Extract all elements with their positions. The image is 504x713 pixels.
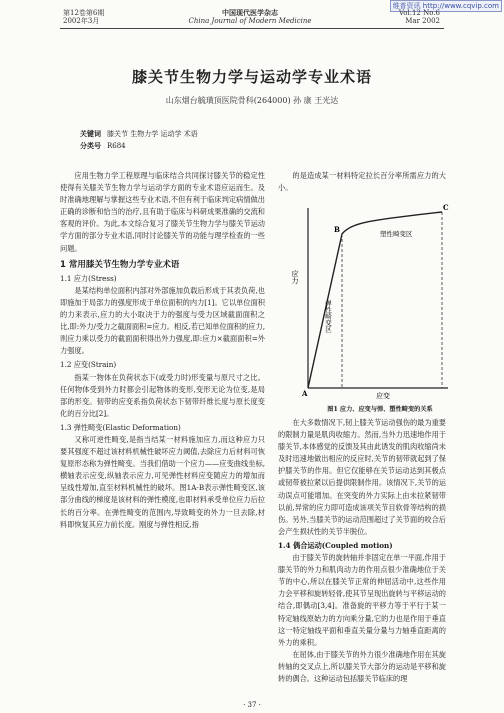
header-right [399, 9, 440, 25]
keyword-block [80, 128, 198, 152]
author-affiliation: 山东烟台毓璜顶医院骨科(264000) 孙 康 王光达 [165, 96, 339, 105]
section-heading-1: 1 常用膝关节生物力学专业术语 [60, 259, 180, 270]
x-axis-label: 应变 [376, 392, 390, 400]
subsection-1-1-title: 1.1 应力(Stress) [60, 273, 117, 283]
left-column [60, 170, 265, 531]
header-left [63, 9, 104, 25]
keywords-label: 关键词 [80, 129, 101, 138]
date-label: 2002年3月 [63, 17, 100, 25]
subsection-1-4-body-1: 由于膝关节的旋转轴并非固定在单一平面,作用于膝关节的外力和肌肉动力的作用点很少准确地位于关节的中心,所以在膝关节正常的伸屈活动中,这些作用力会平移和旋转轻骨,使其节呈现出旋转与平移运动的结合,即偶动[3,4]。准备旋的平移力等于平行于某一特定轴线原始力的方向乘分量,它的力也是作用于垂直这一特定轴线平面和垂直关量分量与力轴垂直距离的外力的乘积。 [278, 553, 446, 647]
figure-caption: 图1 应力、应变与弹、塑性畸变的关系 [327, 406, 433, 413]
date-en-label: Mar 2002 [405, 17, 440, 25]
watermark: 维普资讯 http://www.cqvip.com [390, 0, 502, 12]
subsection-1-2-body: 指某一物体在负荷状态下(或受力时)形变量与原尺寸之比。任何物体受到外力时都会引起物体的变形,变形无论为位变,是局部的形变。韧带的应变系指负荷状态下韧带纤维长度与原长度变化的百分比[2]。 [60, 372, 265, 418]
classification-code: R684 [107, 142, 126, 150]
stress-strain-figure [292, 200, 454, 400]
right-column-top [278, 170, 446, 194]
volume-label: Vol.12 No.6 [398, 9, 440, 17]
classification-label: 分类号 [80, 141, 101, 150]
subsection-1-4-title: 1.4 偶合运动(Coupled motion) [278, 540, 393, 550]
intro-paragraph: 应用生物力学工程原理与临床结合共同探讨膝关节的稳定性使得有关膝关节生物力学与运动学方面的专业术语应运而生。及时准确地理解与掌握这些专业术语,不但有利于临床判定病情做出正确的诊断和恰当的治疗,且有助于临床与科研成果准确的交流和客观的评价。为此,本文综合复习了膝关节生物力学与膝关节运动学方面的部分专业术语,同时讨论膝关节的功能与理学检查的一些问题。 [60, 171, 265, 253]
subsection-1-2-title: 1.2 应变(Strain) [60, 360, 117, 370]
journal-title-cn: 中国现代医学杂志 [222, 8, 278, 17]
subsection-1-3-body: 又称可逆性畸变,是指当结某一材料施加应力,而这种应力只要其强度不超过该材料机械性破坏应力阈值,去除应力后材料可恢复原形态称为弹性畸变。当我们借助一个应力——应变曲线坐标,横轴表示应变,纵轴表示应力,可见弹性材料应变随应力的增加而呈线性增加,直至材料机械性的破坏。图1A-B表示弹性畸变区,该部分曲线的梯度是该材料的弹性模度,也即材料承受单位应力后拉长的百分率。在弹性畸变的范围内,导致畸变的外力一旦去除,材料即恢复其应力前长度。刚度与弹性相反,指 [60, 434, 265, 529]
right-top-paragraph: 的是造成某一材料特定拉长百分率所需应力的大小。 [278, 171, 446, 193]
article-title: 膝关节生物力学与运动学专业术语 [131, 68, 372, 86]
point-a: A [302, 389, 308, 398]
subsection-1-3-title: 1.3 弹性畸变(Elastic Deformation) [60, 422, 181, 432]
right-paragraph-2: 在大多数情况下,韧上膝关节运动强伤的最为重要的限制力量是肌肉收缩力。然而,当外力迅速地作用于膝关节,本体感觉的反馈及其由此诱发的肌肉收缩尚未及时迅速地做出相应的反应时,关节的韧带就起到了保护膝关节的作用。但它仅能够在关节运动达到其极点或韧带被拉紧以后提供限制作用。该情况下,关节的运动误点可能增加。在突变的外力实际上由未拉紧韧带以前,异常的应力即可造成该项关节目软骨等结构的损伤。另外,当膝关节的运动范围超过了关节面的咬合后会产生损状性的关节半脱位。 [278, 418, 446, 536]
plastic-region-label: 塑性畸变区 [380, 230, 413, 238]
elastic-region-label: 弹性畸变区 [324, 300, 332, 333]
header-center [150, 9, 350, 25]
journal-title-en: China Journal of Modern Medicine [188, 17, 312, 25]
page-number: · 37 · [243, 701, 261, 709]
keywords: 膝关节 生物力学 运动学 术语 [107, 130, 198, 138]
y-axis-label: 应力 [291, 270, 299, 284]
subsection-1-1-body: 是某结构单位面积内部对外部施加负载后形成于其表负荷,也即施加于局部力的强度形成于单位面积的内力[1]。它以单位面积的力来表示,应力的大小取决于力的强度与受力区域截面面积之比,即:外力/受力之截面面积=应力。相反,若已知单位面积的应力,则应力乘以受力的截面面积得出外力强度,即:应力×截面面积=外力强度。 [60, 285, 265, 356]
point-c: C [443, 203, 449, 212]
right-column-bottom [278, 417, 446, 685]
subsection-1-4-body-2: 在屈体,由于膝关节的外力很少准确地作用在其旋转轴的交叉点上,所以膝关节大部分的运动是平移和旋转的偶合。这种运动包括膝关节临床的理 [278, 649, 446, 683]
issue-label: 第12卷第6期 [63, 9, 105, 17]
point-b: B [334, 225, 340, 234]
header-rule [60, 28, 444, 29]
